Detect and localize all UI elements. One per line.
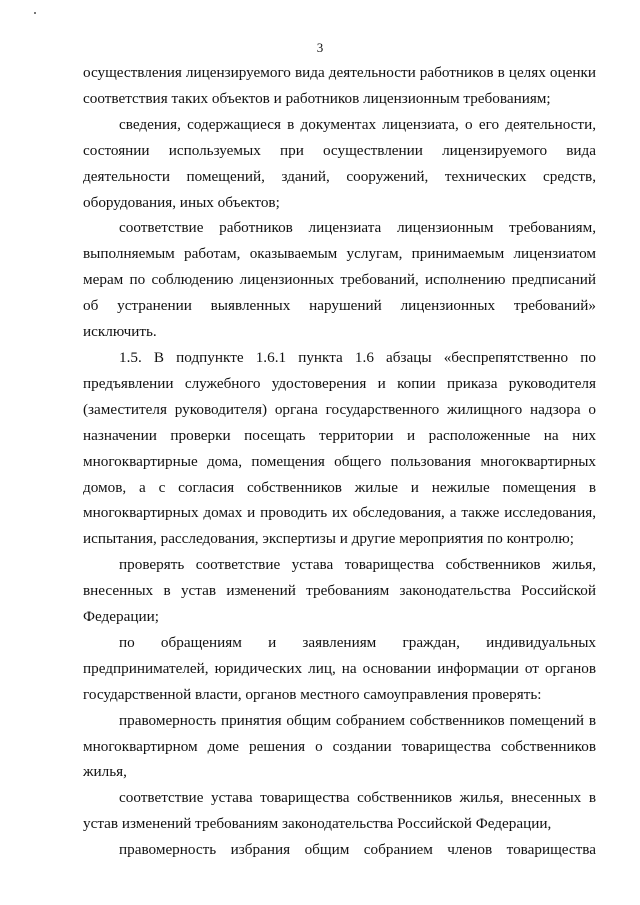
paragraph-5: проверять соответствие устава товарищества собственников жилья, внесенных в устав изменений требованиям законодательства Российской Федерации; <box>83 556 596 626</box>
paragraph-2: сведения, содержащиеся в документах лицензиата, о его деятельности, состоянии используемых при осуществлении лицензируемого вида деятельности помещений, зданий, сооружений, технических средств, оборудования, иных объектов; <box>83 115 596 211</box>
paragraph-4: 1.5. В подпункте 1.6.1 пункта 1.6 абзацы «беспрепятственно по предъявлении служебного удостоверения и копии приказа руководителя (заместителя руководителя) органа государственного жилищного надзора о назначении проверки посещать территории и расположенные на них многоквартирные дома, помещения общего пользования многоквартирных домов, а с согласия собственников жилые и нежилые помещения в многоквартирных домах и проводить их обследования, а также исследования, испытания, расследования, экспертизы и другие мероприятия по контролю; <box>83 348 596 548</box>
document-body <box>83 60 596 863</box>
paragraph-6: по обращениям и заявлениям граждан, индивидуальных предпринимателей, юридических лиц, на основании информации от органов государственной власти, органов местного самоуправления проверять: <box>83 633 596 703</box>
paragraph-8: соответствие устава товарищества собственников жилья, внесенных в устав изменений требованиям законодательства Российской Федерации, <box>83 789 596 833</box>
paragraph-1: осуществления лицензируемого вида деятельности работников в целях оценки соответствия таких объектов и работников лицензионным требованиям; <box>83 64 596 107</box>
paragraph-7: правомерность принятия общим собранием собственников помещений в многоквартирном доме решения о создании товарищества собственников жилья, <box>83 711 596 781</box>
paragraph-3: соответствие работников лицензиата лицензионным требованиям, выполняемым работам, оказываемым услугам, принимаемым лицензиатом мерам по соблюдению лицензионных требований, исполнению предписаний об устранении выявленных нарушений лицензионных требований» исключить. <box>83 219 596 341</box>
page-number: 3 <box>316 40 324 55</box>
scan-speck <box>34 12 36 14</box>
paragraph-9: правомерность избрания общим собранием членов товарищества <box>119 841 596 859</box>
